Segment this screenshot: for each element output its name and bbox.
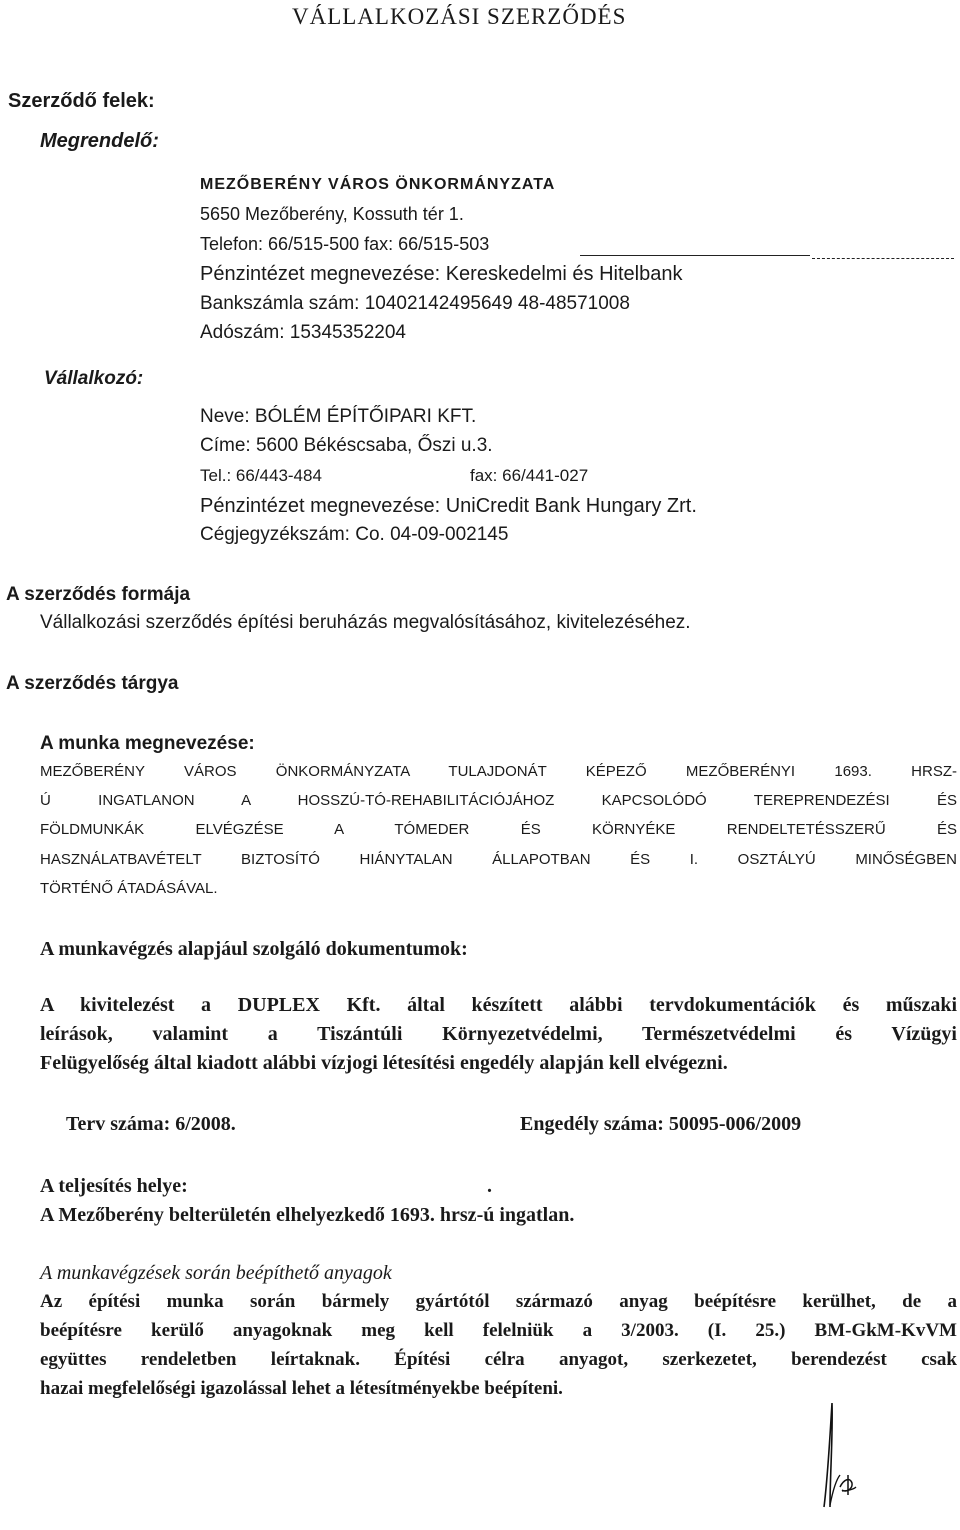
client-bank: Pénzintézet megnevezése: Kereskedelmi és Hitelbank (200, 263, 683, 285)
subject-heading: A szerződés tárgya (6, 673, 179, 694)
work-heading: A munka megnevezése: (40, 733, 255, 754)
form-heading: A szerződés formája (6, 584, 191, 605)
parties-heading: Szerződő felek: (8, 90, 155, 112)
materials-line-1: Az építési munka során bármely gyártótól származó anyag beépítésre kerülhet, de a (40, 1291, 957, 1312)
contractor-label: Vállalkozó: (44, 368, 144, 389)
client-name: MEZŐBERÉNY VÁROS ÖNKORMÁNYZATA (200, 176, 556, 193)
documents-line-2: leírások, valamint a Tiszántúli Környezetvédelmi, Természetvédelmi és Vízügyi (40, 1023, 957, 1045)
client-tax-number: Adószám: 15345352204 (200, 322, 406, 343)
contractor-name: Neve: BÓLÉM ÉPÍTŐIPARI KFT. (200, 406, 477, 427)
contractor-registry: Cégjegyzékszám: Co. 04-09-002145 (200, 524, 509, 545)
work-line-2: Ú INGATLANON A HOSSZÚ-TÓ-REHABILITÁCIÓJÁHOZ KAPCSOLÓDÓ TEREPRENDEZÉSI ÉS (40, 792, 957, 809)
permit-number: Engedély száma: 50095-006/2009 (520, 1113, 802, 1135)
documents-heading: A munkavégzés alapjául szolgáló dokumentumok: (40, 938, 468, 960)
client-address: 5650 Mezőberény, Kossuth tér 1. (200, 204, 464, 224)
work-line-3: FÖLDMUNKÁK ELVÉGZÉSE A TÓMEDER ÉS KÖRNYÉKE RENDELTETÉSSZERŰ ÉS (40, 821, 957, 838)
contractor-address: Címe: 5600 Békéscsaba, Őszi u.3. (200, 435, 493, 456)
location-dot: . (487, 1175, 492, 1197)
contractor-tel: Tel.: 66/443-484 (200, 466, 322, 485)
materials-line-2: beépítésre kerülő anyagoknak meg kell felelniük a 3/2003. (I. 25.) BM-GkM-KvVM (40, 1320, 957, 1341)
client-account: Bankszámla szám: 10402142495649 48-48571008 (200, 293, 630, 314)
contractor-fax: fax: 66/441-027 (470, 466, 589, 485)
materials-line-4: hazai megfelelőségi igazolással lehet a létesítményekbe beépíteni. (40, 1378, 563, 1399)
client-phone: Telefon: 66/515-500 fax: 66/515-503 (200, 234, 490, 254)
materials-heading: A munkavégzések során beépíthető anyagok (40, 1262, 392, 1284)
location-text: A Mezőberény belterületén elhelyezkedő 1693. hrsz-ú ingatlan. (40, 1204, 575, 1226)
documents-line-3: Felügyelőség által kiadott alábbi vízjogi létesítési engedély alapján kell elvégezni. (40, 1052, 728, 1074)
client-label: Megrendelő: (40, 130, 159, 152)
contractor-bank: Pénzintézet megnevezése: UniCredit Bank Hungary Zrt. (200, 495, 697, 517)
signature (800, 1395, 880, 1515)
document-title: VÁLLALKOZÁSI SZERZŐDÉS (292, 4, 627, 29)
phone-dashed-line (812, 258, 954, 259)
work-line-5: TÖRTÉNŐ ÁTADÁSÁVAL. (40, 880, 218, 897)
form-text: Vállalkozási szerződés építési beruházás megvalósításához, kivitelezéséhez. (40, 612, 691, 633)
work-line-4: HASZNÁLATBAVÉTELT BIZTOSÍTÓ HIÁNYTALAN ÁLLAPOTBAN ÉS I. OSZTÁLYÚ MINŐSÉGBEN (40, 851, 957, 868)
documents-line-1: A kivitelezést a DUPLEX Kft. által készített alábbi tervdokumentációk és műszaki (40, 994, 957, 1016)
phone-underline (580, 255, 810, 256)
location-heading: A teljesítés helye: (40, 1175, 188, 1197)
work-line-1: MEZŐBERÉNY VÁROS ÖNKORMÁNYZATA TULAJDONÁT KÉPEZŐ MEZŐBERÉNYI 1693. HRSZ- (40, 763, 957, 780)
materials-line-3: együttes rendeletben leírtaknak. Építési célra anyagot, szerkezetet, berendezést csak (40, 1349, 957, 1370)
plan-number: Terv száma: 6/2008. (66, 1113, 236, 1135)
